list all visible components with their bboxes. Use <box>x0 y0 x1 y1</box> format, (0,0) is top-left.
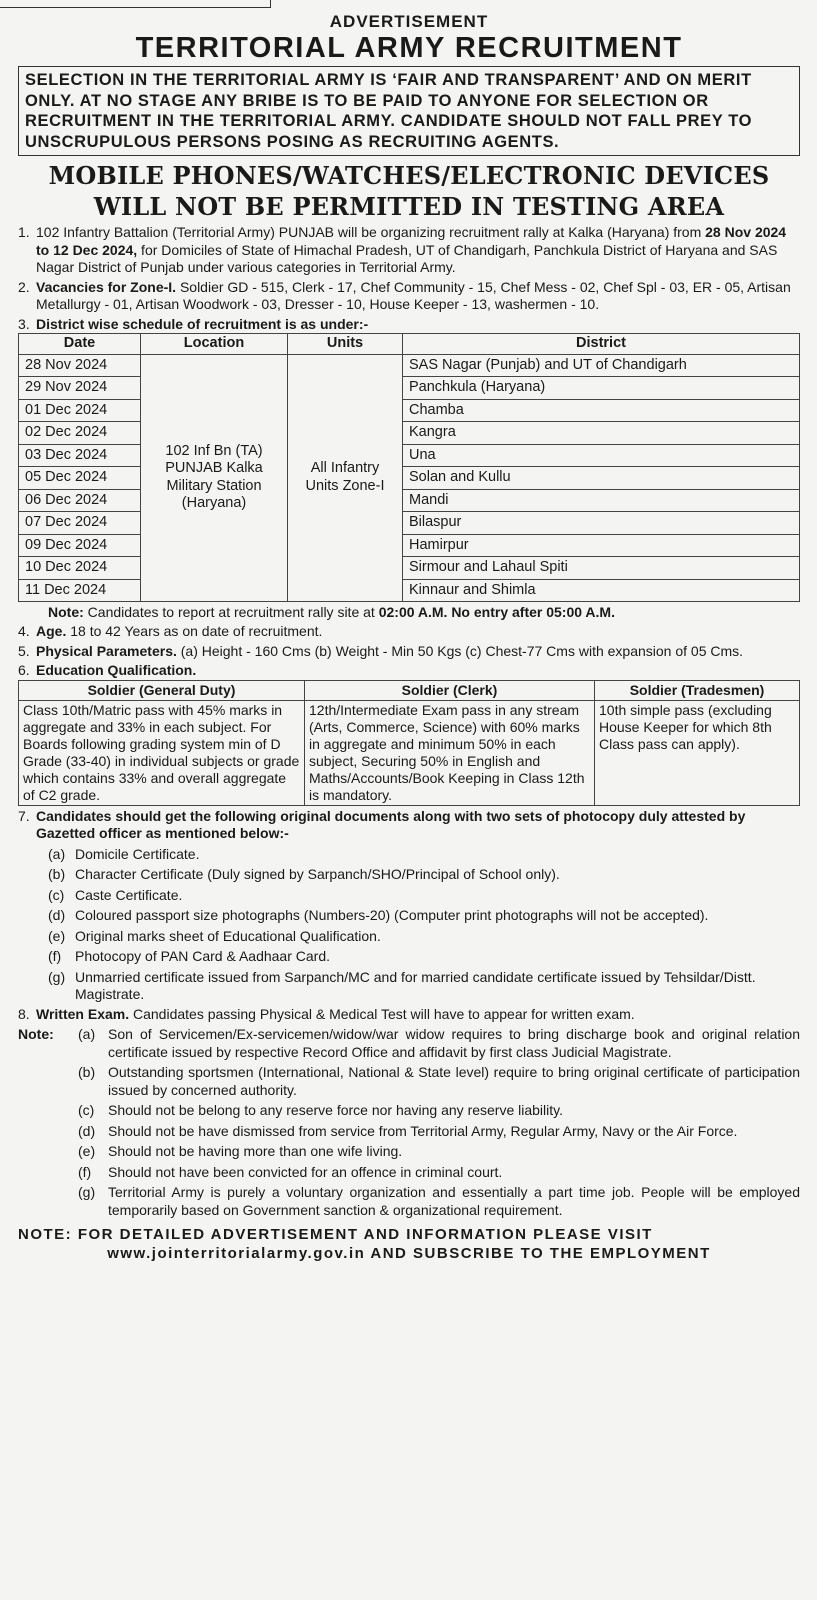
item-number: 8. <box>18 1005 30 1022</box>
report-time-note <box>18 604 800 621</box>
notes-indent <box>18 1123 78 1141</box>
schedule-header-row <box>19 334 800 355</box>
schedule-date: 09 Dec 2024 <box>19 534 141 557</box>
notes-indent <box>18 1143 78 1161</box>
item-number: 4. <box>18 623 30 639</box>
document-label: (f) <box>48 948 62 964</box>
notes-list <box>18 1026 800 1219</box>
advertisement-page <box>18 12 800 1263</box>
note-text: Should not be having more than one wife living. <box>108 1143 403 1159</box>
footer-line2: www.jointerritorialarmy.gov.in AND SUBSCRIBE TO THE EMPLOYMENT <box>107 1245 711 1262</box>
education-tradesmen: 10th simple pass (excluding House Keeper for which 8th Class pass can apply). <box>595 700 800 805</box>
education-clerk: 12th/Intermediate Exam pass in any stream (Arts, Commerce, Science) with 60% marks in aggregate and minimum 50% in each subject, Securing 50% in English and Maths/Accounts/Book Keeping in Class 12th is mandatory. <box>305 700 595 805</box>
item-number: 1. <box>18 224 30 240</box>
item-number: 6. <box>18 662 30 678</box>
schedule-district: SAS Nagar (Punjab) and UT of Chandigarh <box>403 354 800 377</box>
schedule-district: Kangra <box>403 422 800 445</box>
note-item <box>18 1064 800 1099</box>
note-label: (d) <box>78 1122 96 1139</box>
note-text: Should not have been convicted for an offence in criminal court. <box>108 1163 503 1180</box>
document-item <box>48 887 800 905</box>
advertisement-label: ADVERTISEMENT <box>329 12 489 31</box>
schedule-label: District wise schedule of recruitment is as under:- <box>36 315 369 332</box>
note-label: (g) <box>78 1184 96 1200</box>
item-number: 3. <box>18 315 30 332</box>
note-text: Outstanding sportsmen (International, National & State level) require to bring original certificate of participation issued by concerned authority. <box>108 1064 800 1098</box>
rally-text-pre: 102 Infantry Battalion (Territorial Army) PUNJAB will be organizing recruitment rally at Kalka (Haryana) from <box>36 224 706 240</box>
item-number: 5. <box>18 642 30 659</box>
schedule-date: 28 Nov 2024 <box>19 354 141 377</box>
document-text: Domicile Certificate. <box>75 845 200 862</box>
document-item <box>48 907 800 925</box>
col-header-date: Date <box>19 334 141 355</box>
schedule-date: 11 Dec 2024 <box>19 579 141 602</box>
col-header-gd: Soldier (General Duty) <box>19 680 305 700</box>
item-text <box>36 279 800 314</box>
schedule-row <box>19 399 800 422</box>
written-exam-text: Candidates passing Physical & Medical Test will have to appear for written exam. <box>129 1005 635 1022</box>
schedule-date: 03 Dec 2024 <box>19 444 141 467</box>
note-label: (b) <box>78 1064 96 1080</box>
item-text <box>36 224 800 277</box>
item-written-exam <box>18 1006 800 1024</box>
page-title: TERRITORIAL ARMY RECRUITMENT <box>135 32 683 64</box>
schedule-date: 06 Dec 2024 <box>19 489 141 512</box>
document-label: (c) <box>48 886 65 903</box>
note-text: Territorial Army is purely a voluntary organization and essentially a part time job. People will be employed temporarily based on Government sanction & organizational requirement. <box>108 1184 800 1218</box>
col-header-units: Units <box>288 334 403 355</box>
schedule-district: Panchkula (Haryana) <box>403 377 800 400</box>
documents-list <box>18 846 800 1004</box>
written-exam-label: Written Exam. <box>36 1005 130 1022</box>
schedule-row <box>19 579 800 602</box>
rally-dates: 28 Nov 2024 to 12 Dec 2024, <box>36 224 787 258</box>
col-header-clerk: Soldier (Clerk) <box>305 680 595 700</box>
schedule-table <box>18 333 800 602</box>
item-rally <box>18 224 800 277</box>
note-item <box>18 1026 800 1061</box>
education-header-row <box>19 680 800 700</box>
schedule-row <box>19 422 800 445</box>
mobile-warning-line2: WILL NOT BE PERMITTED IN TESTING AREA <box>93 192 725 221</box>
notes-indent <box>18 1064 78 1099</box>
item-text <box>36 623 800 641</box>
note-text: Candidates to report at recruitment rally site at <box>83 604 379 620</box>
schedule-district: Mandi <box>403 489 800 512</box>
rally-text-post: for Domiciles of State of Himachal Pradesh, UT of Chandigarh, Panchkula District of Haryana and SAS Nagar District of Punjab under various categories in Territorial Army. <box>36 241 778 275</box>
item-documents <box>18 808 800 843</box>
note-item <box>18 1143 800 1161</box>
item-text <box>36 1006 800 1024</box>
notes-indent <box>18 1184 78 1219</box>
schedule-row <box>19 489 800 512</box>
vacancies-text: Soldier GD - 515, Clerk - 17, Chef Community - 15, Chef Mess - 02, Chef Spl - 03, ER - 05, Artisan Metallurgy - 01, Artisan Woodwork - 03, Dresser - 10, House Keeper - 13, washermen - 10. <box>36 278 791 312</box>
schedule-row <box>19 512 800 535</box>
note-time: 02:00 A.M. No entry after 05:00 A.M. <box>378 604 615 620</box>
note-label: Note: <box>48 604 84 620</box>
note-text: Son of Servicemen/Ex-servicemen/widow/war widow requires to bring discharge book and original relation certificate issued by respective Record Office and affidavit by first class Judicial Magistrate. <box>108 1026 800 1060</box>
document-label: (e) <box>48 927 66 944</box>
document-text: Caste Certificate. <box>75 886 183 903</box>
education-gd: Class 10th/Matric pass with 45% marks in aggregate and 33% in each subject. For Boards following grading system min of D Grade (33-40) in individual subjects or grade which contains 33% and overall aggregate of C2 grade. <box>19 700 305 805</box>
top-frame-line <box>0 0 271 8</box>
document-text: Coloured passport size photographs (Numbers-20) (Computer print photographs will not be accepted). <box>75 907 709 923</box>
col-header-location: Location <box>141 334 288 355</box>
document-label: (g) <box>48 968 66 985</box>
notes-label: Note: <box>18 1026 54 1042</box>
age-label: Age. <box>36 623 67 639</box>
item-number: 7. <box>18 807 30 824</box>
physical-label: Physical Parameters. <box>36 642 177 659</box>
schedule-location: 102 Inf Bn (TA) PUNJAB Kalka Military Station (Haryana) <box>141 354 288 602</box>
schedule-date: 29 Nov 2024 <box>19 377 141 400</box>
schedule-date: 07 Dec 2024 <box>19 512 141 535</box>
note-label: (e) <box>78 1143 96 1159</box>
schedule-row <box>19 534 800 557</box>
documents-label: Candidates should get the following original documents along with two sets of photocopy duly attested by Gazetted officer as mentioned below:- <box>36 807 746 841</box>
physical-text: (a) Height - 160 Cms (b) Weight - Min 50 Kgs (c) Chest-77 Cms with expansion of 05 Cms. <box>176 642 744 659</box>
age-text: 18 to 42 Years as on date of recruitment. <box>66 623 323 639</box>
note-item <box>18 1184 800 1219</box>
document-item <box>48 969 800 1004</box>
education-table <box>18 680 800 806</box>
note-label: (c) <box>78 1102 95 1118</box>
col-header-tradesmen: Soldier (Tradesmen) <box>595 680 800 700</box>
item-schedule <box>18 316 800 334</box>
item-number: 2. <box>18 278 30 295</box>
notes-indent <box>18 1164 78 1182</box>
schedule-district: Una <box>403 444 800 467</box>
document-label: (a) <box>48 845 66 862</box>
schedule-row <box>19 354 800 377</box>
schedule-date: 05 Dec 2024 <box>19 467 141 490</box>
education-row <box>19 700 800 805</box>
document-text: Unmarried certificate issued from Sarpanch/MC and for married candidate certificate issued by Tehsildar/Distt. Magistrate. <box>75 968 756 1002</box>
schedule-row <box>19 377 800 400</box>
schedule-district: Sirmour and Lahaul Spiti <box>403 557 800 580</box>
note-label: (a) <box>78 1026 96 1042</box>
schedule-date: 02 Dec 2024 <box>19 422 141 445</box>
note-label: (f) <box>78 1163 92 1180</box>
item-text <box>36 643 800 661</box>
footer-line1: NOTE: FOR DETAILED ADVERTISEMENT AND INFORMATION PLEASE VISIT <box>18 1226 653 1243</box>
note-text: Should not be have dismissed from service from Territorial Army, Regular Army, Navy or the Air Force. <box>108 1122 738 1139</box>
item-age <box>18 623 800 641</box>
schedule-units: All Infantry Units Zone-I <box>288 354 403 602</box>
schedule-row <box>19 467 800 490</box>
note-item <box>18 1164 800 1182</box>
document-text: Photocopy of PAN Card & Aadhaar Card. <box>75 948 330 964</box>
col-header-district: District <box>403 334 800 355</box>
footer-note <box>18 1225 800 1263</box>
mobile-warning <box>18 160 800 222</box>
note-text: Should not be belong to any reserve force nor having any reserve liability. <box>108 1102 564 1118</box>
schedule-district: Chamba <box>403 399 800 422</box>
warning-box: SELECTION IN THE TERRITORIAL ARMY IS ‘FAIR AND TRANSPARENT’ AND ON MERIT ONLY. AT NO STAGE ANY BRIBE IS TO BE PAID TO ANYONE FOR SELECTION OR RECRUITMENT IN THE TERRITORIAL ARMY. CANDIDATE SHOULD NOT FALL PREY TO UNSCRUPULOUS PERSONS POSING AS RECRUITING AGENTS. <box>18 66 800 156</box>
item-education <box>18 662 800 680</box>
item-vacancies <box>18 279 800 314</box>
document-item <box>48 846 800 864</box>
item-physical <box>18 643 800 661</box>
notes-indent <box>18 1102 78 1120</box>
mobile-warning-line1: MOBILE PHONES/WATCHES/ELECTRONIC DEVICES <box>48 161 770 190</box>
note-item <box>18 1123 800 1141</box>
schedule-district: Hamirpur <box>403 534 800 557</box>
document-label: (d) <box>48 907 66 923</box>
vacancies-label: Vacancies for Zone-I. <box>36 278 177 295</box>
schedule-date: 01 Dec 2024 <box>19 399 141 422</box>
document-item <box>48 928 800 946</box>
document-text: Character Certificate (Duly signed by Sarpanch/SHO/Principal of School only). <box>75 866 560 882</box>
schedule-row <box>19 444 800 467</box>
document-label: (b) <box>48 866 66 882</box>
note-item <box>18 1102 800 1120</box>
schedule-row <box>19 557 800 580</box>
document-item <box>48 948 800 966</box>
schedule-district: Bilaspur <box>403 512 800 535</box>
education-label: Education Qualification. <box>36 662 197 678</box>
schedule-district: Kinnaur and Shimla <box>403 579 800 602</box>
document-item <box>48 866 800 884</box>
document-text: Original marks sheet of Educational Qualification. <box>75 927 381 944</box>
schedule-district: Solan and Kullu <box>403 467 800 490</box>
schedule-date: 10 Dec 2024 <box>19 557 141 580</box>
